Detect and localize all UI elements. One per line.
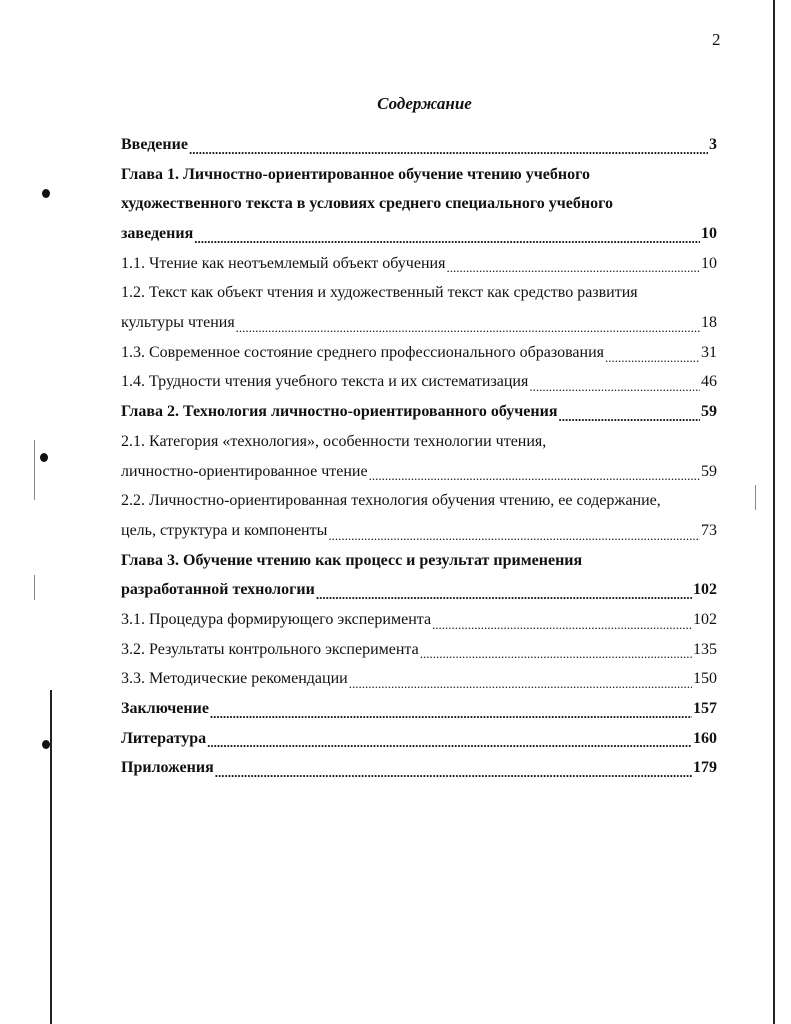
toc-entry-text: 1.1. Чтение как неотъемлемый объект обучения bbox=[121, 254, 446, 272]
toc-title: Содержание bbox=[377, 94, 472, 113]
toc-page-number: 10 bbox=[701, 225, 717, 243]
dot-leader bbox=[349, 664, 692, 694]
toc-page-number: 73 bbox=[701, 521, 717, 539]
toc-entry bbox=[121, 664, 717, 694]
dot-leader bbox=[215, 753, 692, 783]
toc-entry-text: Заключение bbox=[121, 700, 209, 718]
scan-border-right bbox=[773, 0, 775, 1024]
toc-entry-text: Глава 2. Технология личностно-ориентированного обучения bbox=[121, 403, 558, 421]
toc-page-number: 102 bbox=[693, 610, 717, 628]
toc-entry-text: Приложения bbox=[121, 759, 214, 777]
toc-entry bbox=[121, 397, 717, 427]
dot-leader bbox=[369, 457, 700, 487]
toc-entry-text: Глава 3. Обучение чтению как процесс и результат применения bbox=[121, 551, 583, 569]
scan-speck bbox=[42, 740, 50, 749]
dot-leader bbox=[420, 635, 692, 665]
toc-page-number: 135 bbox=[693, 640, 717, 658]
toc-entry bbox=[121, 753, 717, 783]
toc-entry bbox=[121, 694, 717, 724]
page-number: 2 bbox=[712, 30, 721, 49]
scan-mark bbox=[34, 575, 35, 600]
toc-page-number: 157 bbox=[693, 700, 717, 718]
toc-entry bbox=[121, 457, 717, 487]
toc-page-number: 31 bbox=[701, 343, 717, 361]
scan-speck bbox=[42, 189, 50, 198]
toc-page-number: 102 bbox=[693, 581, 717, 599]
scan-mark bbox=[34, 440, 35, 500]
dot-leader bbox=[529, 368, 700, 398]
toc-page-number: 10 bbox=[701, 254, 717, 272]
toc-entry-text: 3.3. Методические рекомендации bbox=[121, 670, 348, 688]
dot-leader bbox=[236, 308, 700, 338]
toc-entry bbox=[121, 605, 717, 635]
toc-page-number: 18 bbox=[701, 314, 717, 332]
toc-entry bbox=[121, 249, 717, 279]
toc-page-number: 46 bbox=[701, 373, 717, 391]
toc-entry-text: Литература bbox=[121, 729, 207, 747]
toc-entry-text: разработанной технологии bbox=[121, 581, 315, 599]
toc-page-number: 179 bbox=[693, 759, 717, 777]
toc-entry bbox=[121, 516, 717, 546]
toc-entry bbox=[121, 724, 717, 754]
toc-entry bbox=[121, 130, 717, 160]
toc-entry-text: 2.2. Личностно-ориентированная технология обучения чтению, ее содержание, bbox=[121, 492, 661, 510]
dot-leader bbox=[316, 575, 692, 605]
toc-page-number: 150 bbox=[693, 670, 717, 688]
toc-entry-text: 2.1. Категория «технология», особенности технологии чтения, bbox=[121, 432, 547, 450]
toc-entry-text: личностно-ориентированное чтение bbox=[121, 462, 368, 480]
toc-entry-text: заведения bbox=[121, 225, 194, 243]
toc-entry bbox=[121, 308, 717, 338]
toc-page-number: 160 bbox=[693, 729, 717, 747]
toc-entry bbox=[121, 338, 717, 368]
toc-page-number: 3 bbox=[709, 135, 717, 153]
toc-entry-text: художественного текста в условиях среднего специального учебного bbox=[121, 195, 613, 213]
dot-leader bbox=[446, 249, 700, 279]
toc-entry-text: 1.4. Трудности чтения учебного текста и их систематизация bbox=[121, 373, 529, 391]
toc-entry-text: цель, структура и компоненты bbox=[121, 521, 328, 539]
dot-leader bbox=[328, 516, 700, 546]
toc-entry-text: 1.2. Текст как объект чтения и художественный текст как средство развития bbox=[121, 284, 638, 302]
toc-page-number: 59 bbox=[701, 462, 717, 480]
toc-entry-text: Введение bbox=[121, 135, 188, 153]
toc-entry bbox=[121, 575, 717, 605]
toc-entry-text: 1.3. Современное состояние среднего профессионального образования bbox=[121, 343, 605, 361]
table-of-contents bbox=[121, 130, 717, 783]
toc-page-number: 59 bbox=[701, 403, 717, 421]
scan-speck bbox=[40, 453, 48, 462]
dot-leader bbox=[605, 338, 700, 368]
toc-entry-text: культуры чтения bbox=[121, 314, 235, 332]
scan-mark bbox=[755, 485, 756, 510]
toc-entry bbox=[121, 635, 717, 665]
toc-entry-text: Глава 1. Личностно-ориентированное обучение чтению учебного bbox=[121, 165, 590, 183]
toc-entry bbox=[121, 368, 717, 398]
dot-leader bbox=[558, 397, 700, 427]
dot-leader bbox=[194, 219, 700, 249]
dot-leader bbox=[207, 724, 692, 754]
dot-leader bbox=[432, 605, 692, 635]
dot-leader bbox=[189, 130, 708, 160]
toc-entry bbox=[121, 219, 717, 249]
scan-border-left bbox=[50, 690, 52, 1024]
toc-entry-text: 3.2. Результаты контрольного эксперимента bbox=[121, 640, 419, 658]
dot-leader bbox=[210, 694, 692, 724]
toc-entry-text: 3.1. Процедура формирующего эксперимента bbox=[121, 610, 432, 628]
